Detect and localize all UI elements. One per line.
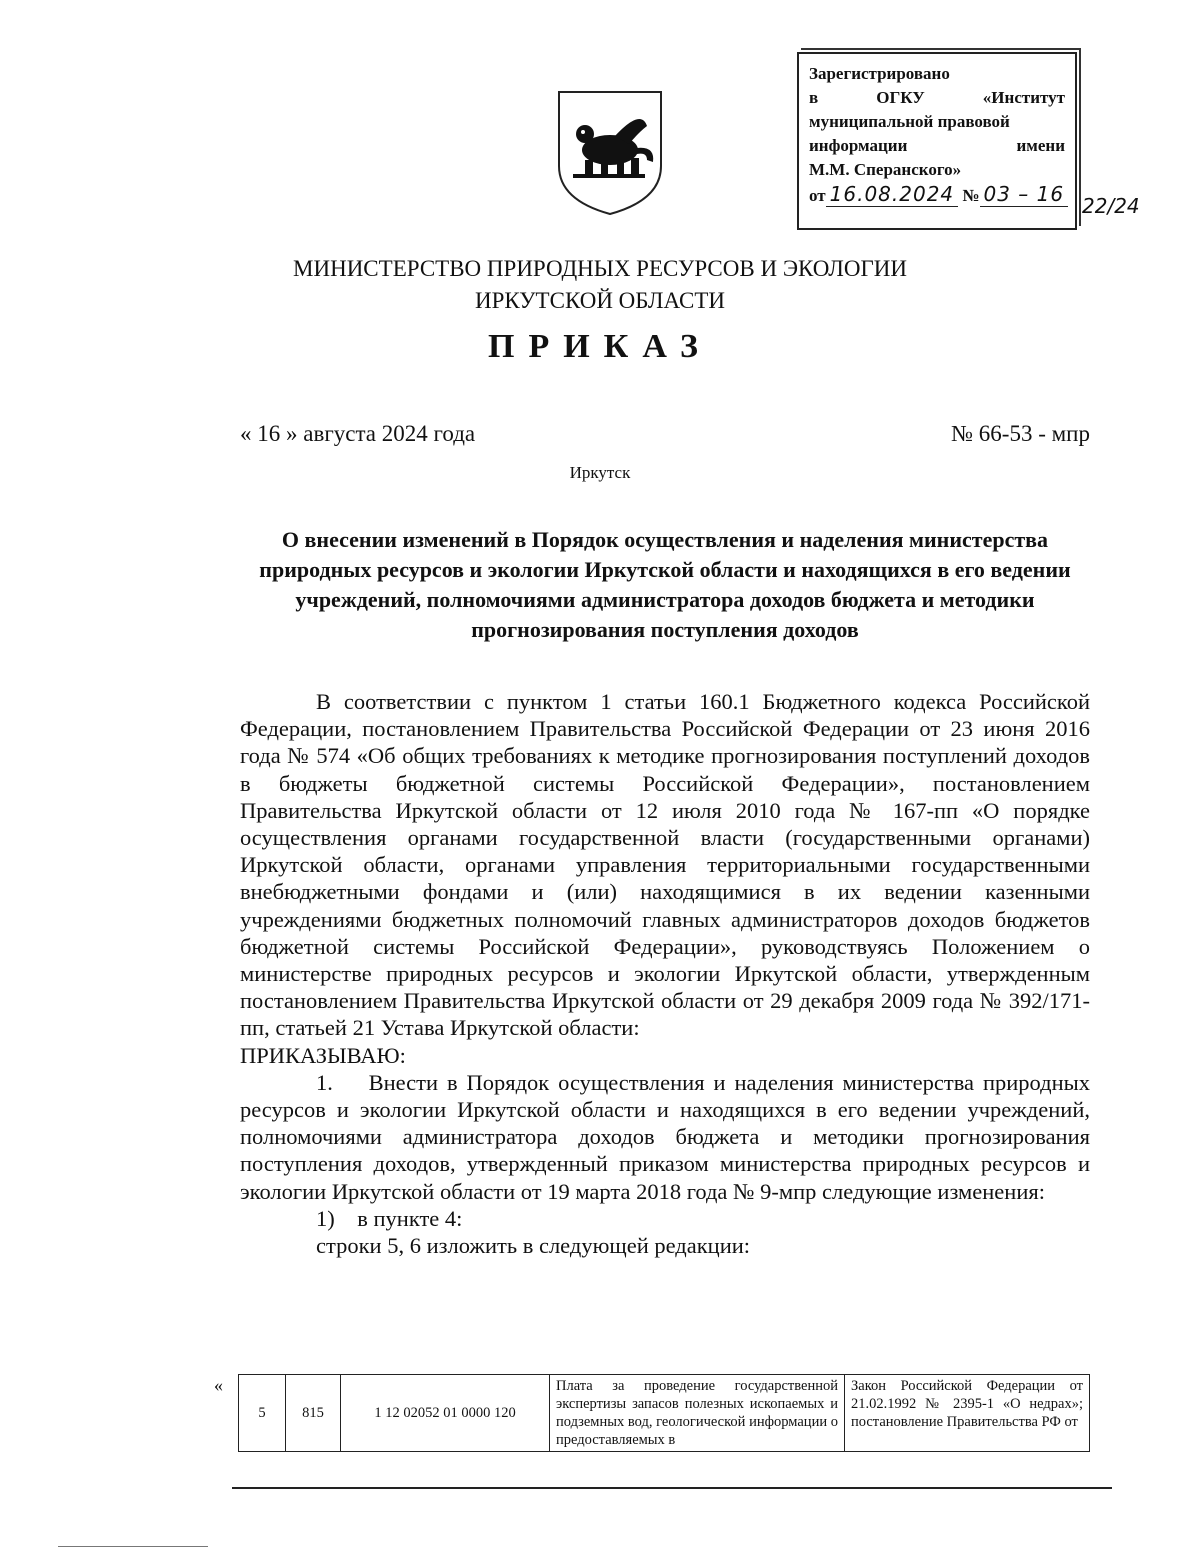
stamp-date: 16.08.2024 [826,182,959,207]
subitem-1: 1) в пункте 4: [316,1205,463,1231]
item-1-paragraph [240,1069,1090,1205]
subitem-1-detail: строки 5, 6 изложить в следующей редакции: [316,1233,751,1259]
footer-rule [58,1546,208,1547]
table-cell-name: Плата за проведение государственной экспертизы запасов полезных ископаемых и подземных вод, геологической информации о предоставляемых в [550,1375,845,1452]
stamp-number: 03 – 16 [980,182,1069,207]
stamp-registration-line: от 16.08.2024 № 03 – 16 [809,182,1065,208]
stamp-line: М.М. Сперанского» [809,160,962,179]
stamp-line: муниципальной правовой [809,112,1010,131]
order-subject: О внесении изменений в Порядок осуществления и наделения министерства природных ресурсов и экологии Иркутской области и находящихся в его ведении учреждений, полномочиями администратора доходов бюджета и методики прогнозирования поступления доходов [259,527,1071,642]
table-row [239,1375,1090,1452]
preamble-paragraph: В соответствии с пунктом 1 статьи 160.1 Бюджетного кодекса Российской Федерации, постановлением Правительства Российской Федерации от 23 июня 2016 года № 574 «Об общих требованиях к методике прогнозирования поступлений доходов в бюджеты бюджетной системы Российской Федерации», постановлением Правительства Иркутской области от 12 июля 2010 года № 167-пп «О порядке осуществления органами государственной власти (государственными органами) Иркутской области, органами управления территориальными государственными внебюджетными фондами и (или) находящимися в их ведении казенными учреждениями бюджетных полномочий главных администраторов доходов бюджетов бюджетной системы Российской Федерации», руководствуясь Положением о министерстве природных ресурсов и экологии Иркутской области, утвержденным постановлением Правительства Иркутской области от 29 декабря 2009 года № 392/171-пп, статьей 21 Устава Иркутской области: [240,689,1090,1041]
table-cell-kbk: 1 12 02052 01 0000 120 [341,1375,550,1452]
order-body [240,688,1090,1259]
amendment-table [238,1374,1090,1452]
table-cell-basis: Закон Российской Федерации от 21.02.1992 № 2395-1 «О недрах»; постановление Правительства РФ от [845,1375,1090,1452]
page-bottom-divider [232,1487,1112,1489]
stamp-line: Зарегистрировано [809,64,950,83]
order-word: ПРИКАЗЫВАЮ: [240,1042,406,1068]
order-number: № 66-53 - мпр [951,421,1090,446]
ministry-name-line2: ИРКУТСКОЙ ОБЛАСТИ [474,288,725,313]
registration-stamp [797,52,1077,230]
order-city: Иркутск [569,463,631,482]
item-1-text: Внести в Порядок осуществления и наделения министерства природных ресурсов и экологии Иркутской области и находящихся в его ведении учреждений, полномочиями администратора доходов бюджета и методики прогнозирования поступления доходов, утвержденный приказом министерства природных ресурсов и экологии Иркутской области от 19 марта 2018 года № 9-мпр следующие изменения: [240,1069,1091,1204]
ministry-name-line1: МИНИСТЕРСТВО ПРИРОДНЫХ РЕСУРСОВ И ЭКОЛОГИИ [293,256,907,281]
stamp-line: в ОГКУ «Институт [809,88,1065,107]
stamp-line: информации имени [809,136,1065,155]
document-type-title: ПРИКАЗ [488,328,712,365]
coat-of-arms-icon [555,88,665,216]
table-cell-index: 5 [239,1375,286,1452]
table-cell-code: 815 [286,1375,341,1452]
item-1-number: 1. [316,1069,333,1095]
stamp-handwritten-suffix: 22/24 [1082,194,1140,218]
order-date: « 16 » августа 2024 года [240,421,476,446]
table-open-quote: « [214,1375,223,1395]
